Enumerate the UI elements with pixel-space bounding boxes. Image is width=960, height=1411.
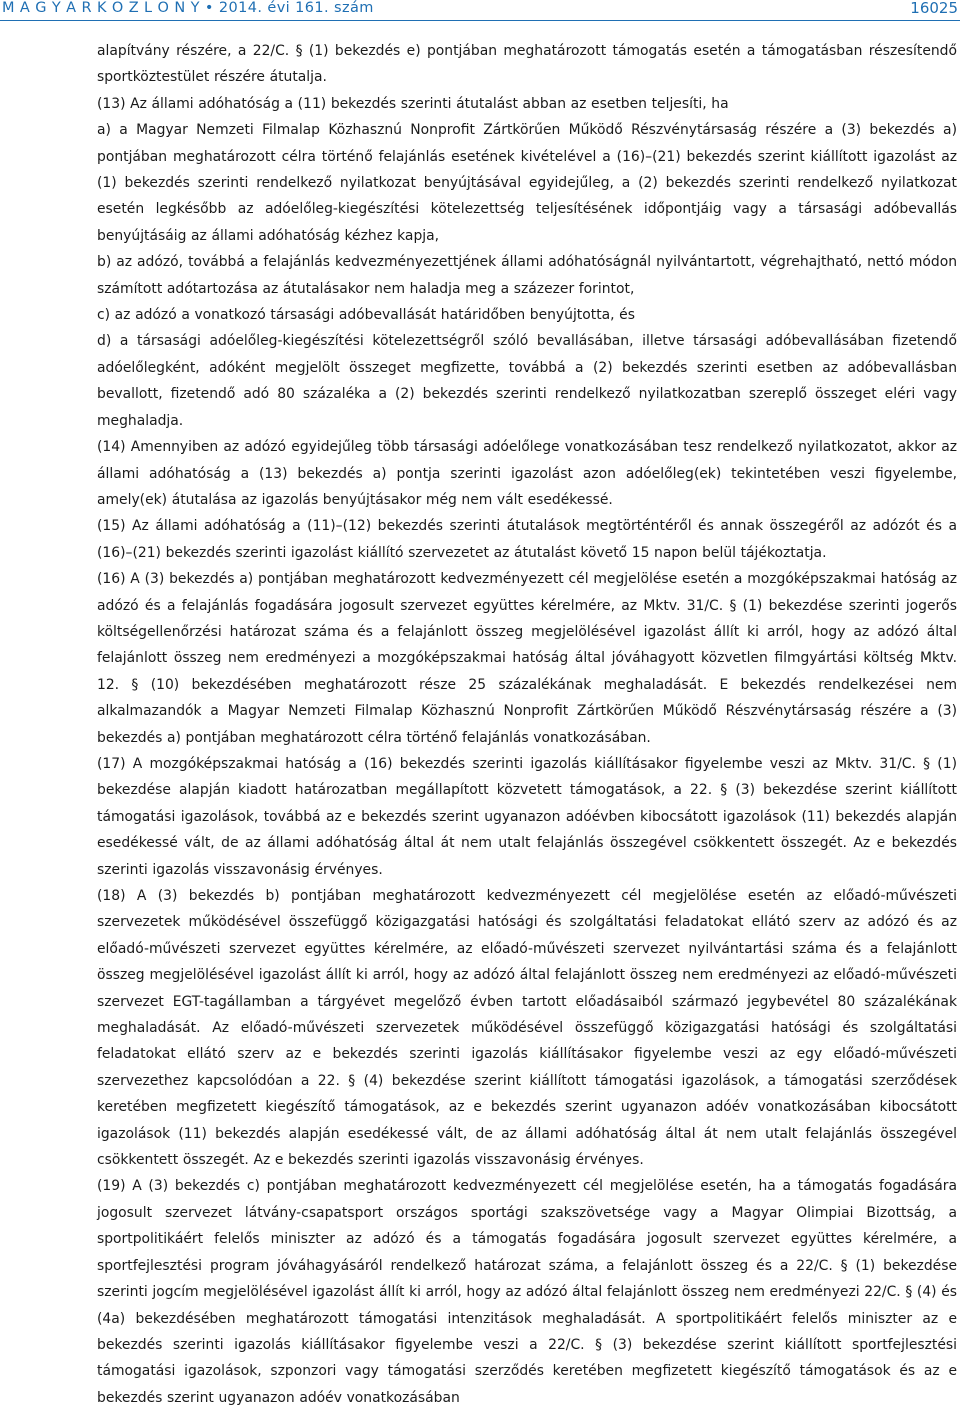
paragraph: (16) A (3) bekezdés a) pontjában meghatározott kedvezményezett cél megjelölése esetén a mozgóképszakmai hatóság az adózó és a felajánlás fogadására jogosult szervezet együttes kérelmére, az Mktv. 31/C. § (1) bekezdése szerinti jogerős költségellenőrzési határozat száma és a felajánlott összeg megjelölésével igazolást állít ki arról, hogy az adózó által felajánlott összeg nem eredményezi a mozgóképszakmai hatóság által jóváhagyott közvetlen filmgyártási költség Mktv. 12. § (10) bekezdésében meghatározott része 25 százalékának meghaladását. E bekezdés rendelkezései nem alkalmazandók a Magyar Nemzeti Filmalap Közhasznú Nonprofit Zártkörűen Működő Részvénytársaság részére a (3) bekezdés a) pontjában meghatározott célra történő felajánlás vonatkozásában. — [97, 571, 957, 746]
paragraph: (13) Az állami adóhatóság a (11) bekezdés szerinti átutalást abban az esetben teljesíti, ha — [97, 95, 729, 112]
paragraph: b) az adózó, továbbá a felajánlás kedvezményezettjének állami adóhatóságnál nyilvántartott, végrehajtható, nettó módon számított adótartozása az átutalásakor nem haladja meg a százezer forintot, — [97, 254, 957, 297]
paragraph: (17) A mozgóképszakmai hatóság a (16) bekezdés szerinti igazolás kiállításakor figyelembe veszi az Mktv. 31/C. § (1) bekezdése alapján kiadott határozatban megállapított közvetett támogatások, a 22. § (3) bekezdése szerint kiállított támogatási igazolások, továbbá az e bekezdés szerint ugyanazon adóévben kibocsátott igazolások (11) bekezdés alapján esedékessé vált, de az állami adóhatóság által át nem utalt felajánlás összegével csökkentett összegét. Az e bekezdés szerinti igazolás visszavonásig érvényes. — [97, 755, 957, 878]
paragraph: a) a Magyar Nemzeti Filmalap Közhasznú Nonprofit Zártkörűen Működő Részvénytársaság részére a (3) bekezdés a) pontjában meghatározott célra történő felajánlás esetének kivételével a (16)–(21) bekezdés szerint kiállított igazolást az (1) bekezdés szerinti rendelkező nyilatkozat benyújtásával egyidejűleg, a (2) bekezdés szerinti rendelkező nyilatkozat esetén legkésőbb az adóelőleg-kiegészítési kötelezettség teljesítésének időpontjáig vagy a társasági adóbevallás benyújtásáig az állami adóhatóság kézhez kapja, — [97, 122, 957, 244]
paragraph: (18) A (3) bekezdés b) pontjában meghatározott kedvezményezett cél megjelölése esetén az előadó-művészeti szervezetek működésével összefüggő közigazgatási hatósági és szolgáltatási feladatokat ellátó szerv az adózó és az előadó-művészeti szervezet együttes kérelmére, az előadó-művészeti szervezet nyilvántartási száma és a felajánlott összeg megjelölésével igazolást állít ki arról, hogy az adózó által felajánlott összeg nem eredményezi az előadó-művészeti szervezet EGT-tagállamban a tárgyévet megelőző évben tartott előadásaiból származó jegybevétel 80 százalékának meghaladását. Az előadó-művészeti szervezetek működésével összefüggő közigazgatási hatósági és szolgáltatási feladatokat ellátó szerv az e bekezdés szerinti igazolás kiállításakor figyelembe veszi az egy előadó-művészeti szervezethez kapcsolódóan a 22. § (4) bekezdése szerint kiállított támogatási igazolások, a támogatási szerződések keretében megfizetett kiegészítő támogatások, az e bekezdés szerint ugyanazon adóév vonatkozásában kibocsátott igazolások (11) bekezdés alapján esedékessé vált, de az állami adóhatóság által át nem utalt felajánlás összegével csökkentett összegét. Az e bekezdés szerinti igazolás visszavonásig érvényes. — [97, 888, 957, 1169]
paragraph: (14) Amennyiben az adózó egyidejűleg több társasági adóelőlege vonatkozásában tesz rendelkező nyilatkozatot, akkor az állami adóhatóság a (13) bekezdés a) pontja szerinti igazolást azon adóelőleg(ek) tekintetében veszi figyelembe, amely(ek) átutalása az igazolás benyújtásakor még nem vált esedékessé. — [97, 439, 957, 508]
publication-title: M A G Y A R K Ö Z L Ö N Y • 2014. évi 161. szám — [2, 0, 374, 16]
paragraph: (15) Az állami adóhatóság a (11)–(12) bekezdés szerinti átutalások megtörténtéről és annak összegéről az adózót és a (16)–(21) bekezdés szerinti igazolást kiállító szervezetet az átutalást követő 15 napon belül tájékoztatja. — [97, 518, 957, 561]
paragraph: alapítvány részére, a 22/C. § (1) bekezdés e) pontjában meghatározott támogatás esetén a támogatásban részesítendő sportköztestület részére átutalja. — [97, 43, 957, 86]
page-number: 16025 — [910, 0, 958, 17]
paragraph: c) az adózó a vonatkozó társasági adóbevallását határidőben benyújtotta, és — [97, 307, 635, 324]
paragraph: (19) A (3) bekezdés c) pontjában meghatározott kedvezményezett cél megjelölése esetén, ha a támogatás fogadására jogosult szervezet látvány-csapatsport országos sportági szakszövetsége vagy a Magyar Olimpiai Bizottság, a sportpolitikáért felelős miniszter az adózó és a támogatás fogadására jogosult szervezet együttes kérelmére, a sportfejlesztési program jóváhagyásáról rendelkező határozat száma, a felajánlott összeg és a 22/C. § (1) bekezdése szerinti jogcím megjelölésével igazolást állít ki arról, hogy az adózó által felajánlott összeg nem eredményezi 22/C. § (4) és (4a) bekezdésében meghatározott támogatási intenzitások meghaladását. A sportpolitikáért felelős miniszter az e bekezdés szerinti igazolás kiállításakor figyelembe veszi a 22/C. § (3) bekezdése szerint kiállított sportfejlesztési támogatási igazolások, szponzori vagy támogatási szerződés keretében megfizetett kiegészítő támogatások és az e bekezdés szerint ugyanazon adóév vonatkozásában — [97, 1178, 957, 1406]
page-header — [0, 0, 960, 30]
document-body — [97, 38, 957, 1411]
paragraph: d) a társasági adóelőleg-kiegészítési kötelezettségről szóló bevallásában, illetve társasági adóbevallásában fizetendő adóelőlegként, adóként megjelölt összeget megfizette, továbbá a (2) bekezdés szerinti esetben az adóbevallásban bevallott, fizetendő adó 80 százaléka a (2) bekezdés szerinti rendelkező nyilatkozatban szereplő összeget eléri vagy meghaladja. — [97, 333, 957, 429]
header-divider — [0, 20, 960, 21]
